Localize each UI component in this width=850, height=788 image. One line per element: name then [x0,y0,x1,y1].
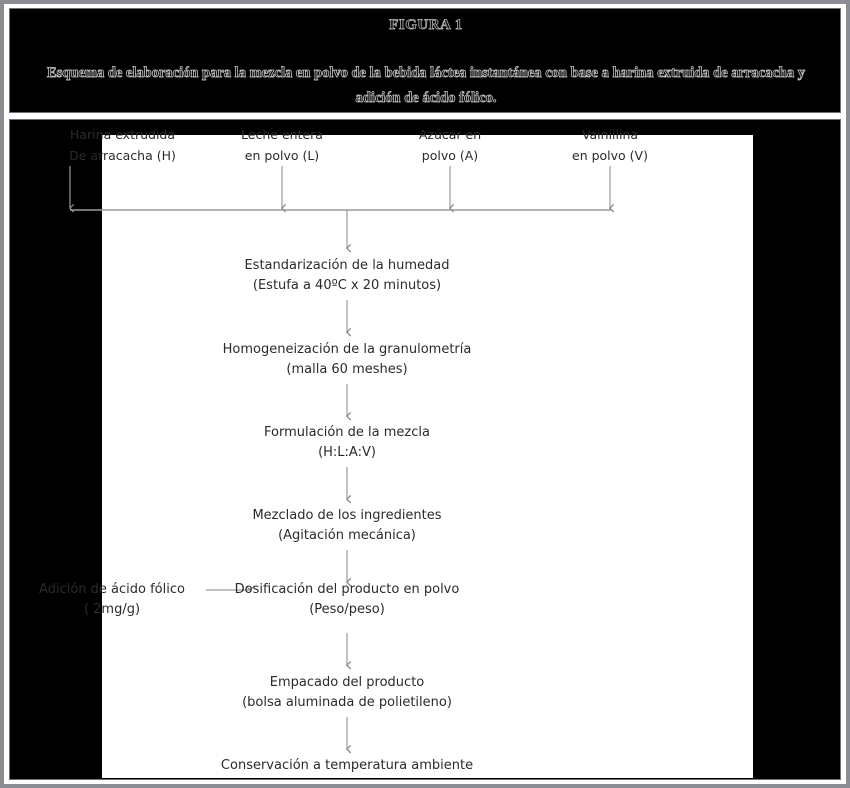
node-step-empacado-line2: (bolsa aluminada de polietileno) [242,695,452,710]
node-input-vainillina-line2: en polvo (V) [572,148,648,163]
figure-caption-line-1: Esquema de elaboración para la mezcla en polvo de la bebida láctea instantánea con base a [46,65,609,81]
node-step-empacado [147,673,547,713]
node-step-mezclado [147,506,547,546]
node-step-mezclado-line1: Mezclado de los ingredientes [252,508,442,523]
node-step-homogeneizacion [147,340,547,380]
node-input-leche-line2: en polvo (L) [244,148,320,163]
node-input-azucar [375,124,525,166]
node-step-estandarizacion [147,256,547,296]
node-step-estandarizacion-line2: (Estufa a 40ºC x 20 minutos) [252,278,442,293]
node-input-leche [202,124,362,166]
node-step-mezclado-line2: (Agitación mecánica) [278,528,416,543]
figure-caption-line-2: harina extruida de arracacha y adición de ácido fólico. [355,65,805,106]
node-step-empacado-line1: Empacado del producto [269,675,425,690]
node-step-conservacion [147,756,547,776]
node-input-acido-folico-line2: ( 2mg/g) [83,602,141,617]
node-input-acido-folico-line1: Adición de ácido fólico [39,582,185,597]
node-input-leche-line1: Leche entera [241,127,323,142]
diagram-stage [9,119,841,780]
node-step-formulacion-line2: (H:L:A:V) [318,445,376,460]
node-step-homogeneizacion-line1: Homogeneización de la granulometría [222,342,472,357]
figure-number-label: FIGURA 1 [389,17,463,33]
figure-caption-block [9,8,841,113]
node-step-estandarizacion-line1: Estandarización de la humedad [244,258,450,273]
node-step-formulacion [147,423,547,463]
node-input-vainillina [534,124,686,166]
node-input-harina-line2: De arracacha (H) [69,148,176,163]
node-step-dosificacion-line1: Dosificación del producto en polvo [234,582,460,597]
node-input-harina-line1: Harina extrudida [69,127,176,142]
node-input-azucar-line2: polvo (A) [421,148,479,163]
node-step-conservacion-line1: Conservación a temperatura ambiente [220,758,474,773]
node-step-dosificacion-line2: (Peso/peso) [309,602,385,617]
figure-caption-text [46,61,806,111]
node-step-homogeneizacion-line2: (malla 60 meshes) [286,362,408,377]
node-input-azucar-line1: Azúcar en [418,127,482,142]
node-step-formulacion-line1: Formulación de la mezcla [264,425,430,440]
node-input-vainillina-line1: Vainillina [581,127,639,142]
node-step-dosificacion [157,580,537,620]
